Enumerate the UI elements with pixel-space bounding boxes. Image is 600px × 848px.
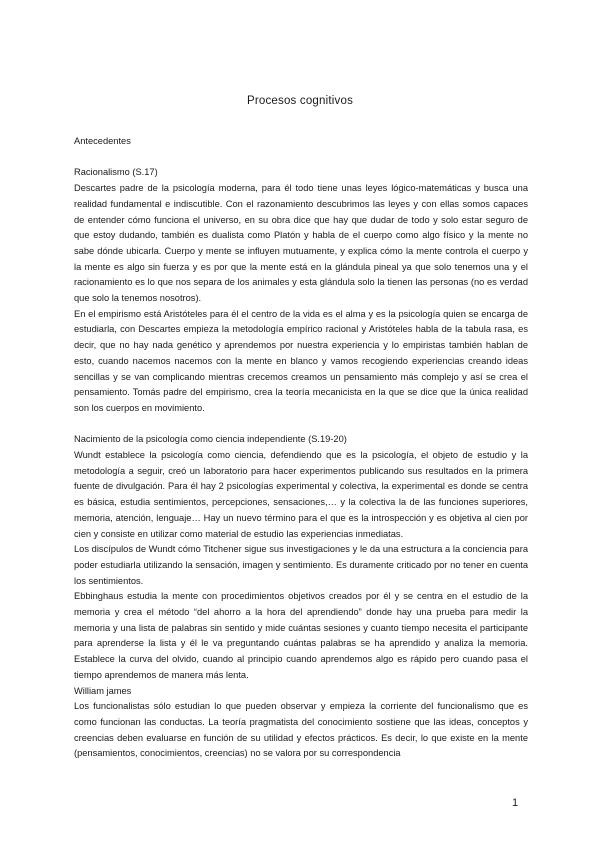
page-number: 1 [512, 797, 519, 809]
paragraph-william-1: Los funcionalistas sólo estudian lo que pueden observar y empieza la corriente del funcionalismo que es como funcionan las conductas. La teoría pragmatista del conocimiento sostiene que las ideas, conceptos y creencias deben evaluarse en función de su utilidad y efectos prácticos. Es decir, lo que existe en la mente (pensamientos, conocimientos, creencias) no se valora por su correspondencia [74, 701, 528, 759]
paragraph-racionalismo-1: Descartes padre de la psicología moderna, para él todo tiene unas leyes lógico-matemáticas y busca una realidad fundamental e indiscutible. Con el razonamiento descubrimos las leyes y con ellas somos capaces de entender cómo funciona el universo, en su obra dice que hay que dudar de todo y solo estar seguro de que estoy dudando, también es dualista como Platón y habla de el cuerpo como algo físico y la mente no sabe dónde ubicarla. Cuerpo y mente se influyen mutuamente, y explica cómo la mente controla el cuerpo y la mente es algo sin fuerza y es por que la mente está en la glándula pineal ya que solo tenemos una y el racionamiento es lo que nos separa de los animales y esta glándula solo la tienen las personas (no es verdad que solo la tenemos nosotros). [74, 183, 528, 304]
paragraph-nacimiento-1: Wundt establece la psicología como ciencia, defendiendo que es la psicología, el objeto de estudio y la metodología a seguir, creó un laboratorio para hacer experimentos publicando sus resultados en la primera fuente de divulgación. Para él hay 2 psicologías experimental y colectiva, la experimental es donde se centra es básica, estudia sentimientos, percepciones, sensaciones,… y la colectiva la de las funciones superiores, memoria, atención, lenguaje… Hay un nuevo término para el que es la introspección y es objetiva al cien por cien y consiste en utilizar como material de estudio las experiencias inmediatas. [74, 450, 528, 539]
paragraph-nacimiento-2: Los discípulos de Wundt cómo Titchener sigue sus investigaciones y le da una estructura a la conciencia para poder estudiarla utilizando la sensación, imagen y sentimiento. Es duramente criticado por no tener en cuenta los sentimientos. [74, 544, 528, 586]
paragraph-nacimiento-3: Ebbinghaus estudia la mente con procedimientos objetivos creados por él y se centra en el estudio de la memoria y crea el método “del ahorro a la hora del aprendiendo” donde hay una prueba para medir la memoria y una lista de palabras sin sentido y mide cuántas sesiones y cuanto tiempo necesita el participante para aprenderse la lista y él le va preguntando cuántas palabras se ha aprendido y analiza la memoria. Establece la curva del olvido, cuando al principio cuando aprendemos algo es rápido pero cuando pasa el tiempo aprendemos de manera más lenta. [74, 591, 528, 680]
section-heading-nacimiento: Nacimiento de la psicología como ciencia independiente (S.19-20) [74, 434, 347, 445]
document-title: Procesos cognitivos [246, 95, 354, 107]
spacer [74, 417, 528, 433]
section-heading-antecedentes: Antecedentes [74, 136, 131, 146]
paragraph-racionalismo-2: En el empirismo está Aristóteles para él el centro de la vida es el alma y es la psicología quien se encarga de estudiarla, con Descartes empieza la metodología empírico racional y Aristóteles habla de la tabula rasa, es decir, que no hay nada genético y aprendemos por nuestra experiencia y lo empiristas también hablan de esto, cuando nacemos nacemos con la mente en blanco y vamos recogiendo experiencias creando ideas sencillas y se van complicando mientras crecemos creamos un pensamiento más complejo y así se crea el pensamiento. Tomás padre del empirismo, crea la teoría mecanicista en la que se dice que la única realidad son los cuerpos en movimiento. [74, 308, 528, 413]
spacer [74, 150, 528, 166]
section-heading-william-james: William james [74, 685, 132, 696]
document-body [74, 134, 528, 762]
section-heading-racionalismo: Racionalismo (S.17) [74, 167, 158, 178]
